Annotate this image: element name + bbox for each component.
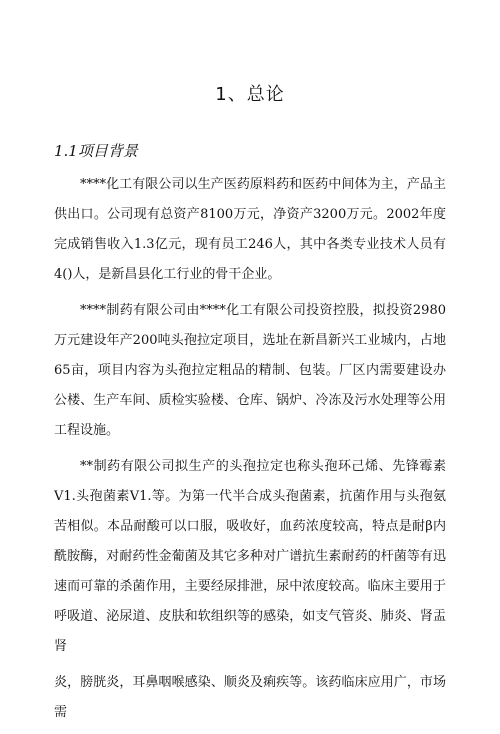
paragraph-product-description: **制药有限公司拟生产的头孢拉定也称头孢环己烯、先锋霉素V1.头孢菌素V1.等。为第一代半合成头孢菌素，抗菌作用与头孢氨苦相似。本品耐酸可以口服，吸收好，血药浓度较高，特点是耐β内酰胺酶，对耐药性金葡菌及其它多种对广谱抗生素耐药的杆菌等有迅速而可靠的杀菌作用，主要经尿排泄，尿中浓度较高。临床主要用于呼吸道、泌尿道、皮肤和软组织等的感染，如支气管炎、肺炎、肾盂肾 bbox=[54, 459, 446, 654]
paragraph-continuation: 炎，膀胱炎，耳鼻咽喉感染、顺炎及痢疾等。该药临床应用广，市场需 bbox=[54, 675, 446, 720]
section-title: 1.1项目背景 bbox=[54, 142, 138, 160]
chapter-title: 1、总论 bbox=[215, 84, 285, 105]
body-text bbox=[54, 170, 446, 734]
paragraph-project-plan: ****制药有限公司由****化工有限公司投资控股，拟投资2980万元建设年产200吨头孢拉定项目，选址在新昌新兴工业城内，占地65亩，项目内容为头孢拉定粗品的精制、包装。厂区内需要建设办公楼、生产车间、质检实验楼、仓库、锅炉、冷冻及污水处理等公用工程设施。 bbox=[54, 303, 446, 438]
paragraph-company-overview: ****化工有限公司以生产医药原料药和医药中间体为主，产品主供出口。公司现有总资产8100万元，净资产3200万元。2002年度完成销售收入1.3亿元，现有员工246人，其中各类专业技术人员有4()人，是新昌县化工行业的骨干企业。 bbox=[54, 177, 446, 282]
